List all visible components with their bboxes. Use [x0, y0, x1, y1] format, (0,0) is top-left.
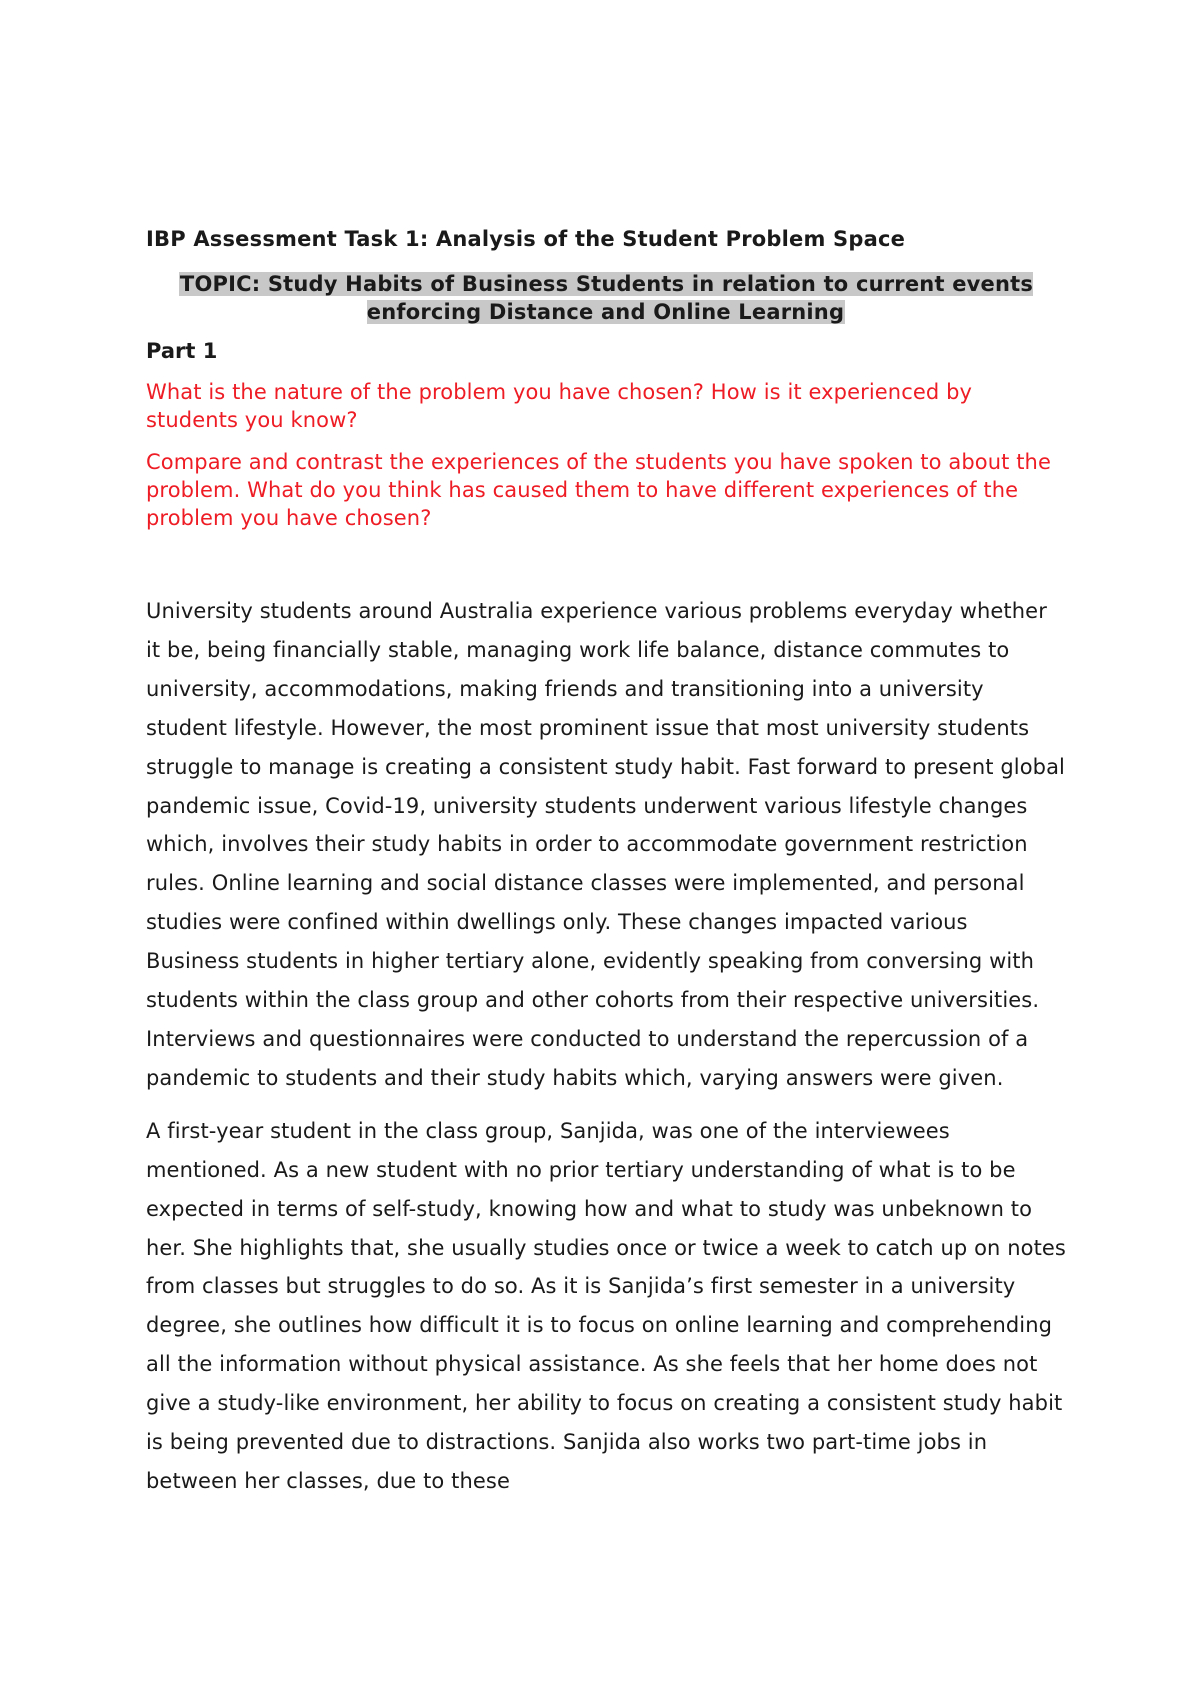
body-paragraph-2: A first-year student in the class group, Sanjida, was one of the interviewees mentioned. As a new student with no prior tertiary understanding of what is to be expected in terms of self-study, knowing how and what to study was unbeknown to her. She highlights that, she usually studies once or twice a week to catch up on notes from classes but struggles to do so. As it is Sanjida’s first semester in a university degree, she outlines how difficult it is to focus on online learning and comprehending all the information without physical assistance. As she feels that her home does not give a study-like environment, her ability to focus on creating a consistent study habit is being prevented due to distractions. Sanjida also works two part-time jobs in between her classes, due to these — [146, 1118, 1066, 1493]
topic-highlighted-text: TOPIC: Study Habits of Business Students in relation to current events enforcing Distance and Online Learning — [179, 272, 1034, 324]
prompt-question-2: Compare and contrast the experiences of the students you have spoken to about the problem. What do you think has caused them to have different experiences of the problem you have chosen? — [146, 450, 1051, 530]
document-content — [146, 224, 1066, 1515]
body-paragraph-1: University students around Australia experience various problems everyday whether it be, being financially stable, managing work life balance, distance commutes to university, accommodations, making friends and transitioning into a university student lifestyle. However, the most prominent issue that most university students struggle to manage is creating a consistent study habit. Fast forward to present global pandemic issue, Covid-19, university students underwent various lifestyle changes which, involves their study habits in order to accommodate government restriction rules. Online learning and social distance classes were implemented, and personal studies were confined within dwellings only. These changes impacted various Business students in higher tertiary alone, evidently speaking from conversing with students within the class group and other cohorts from their respective universities. Interviews and questionnaires were conducted to understand the repercussion of a pandemic to students and their study habits which, varying answers were given. — [146, 599, 1065, 1090]
document-title: IBP Assessment Task 1: Analysis of the Student Problem Space — [146, 227, 906, 251]
part-heading: Part 1 — [146, 339, 218, 363]
paragraph-spacer — [146, 546, 1066, 592]
topic-heading — [146, 270, 1066, 326]
prompt-question-1: What is the nature of the problem you have chosen? How is it experienced by students you know? — [146, 380, 973, 432]
